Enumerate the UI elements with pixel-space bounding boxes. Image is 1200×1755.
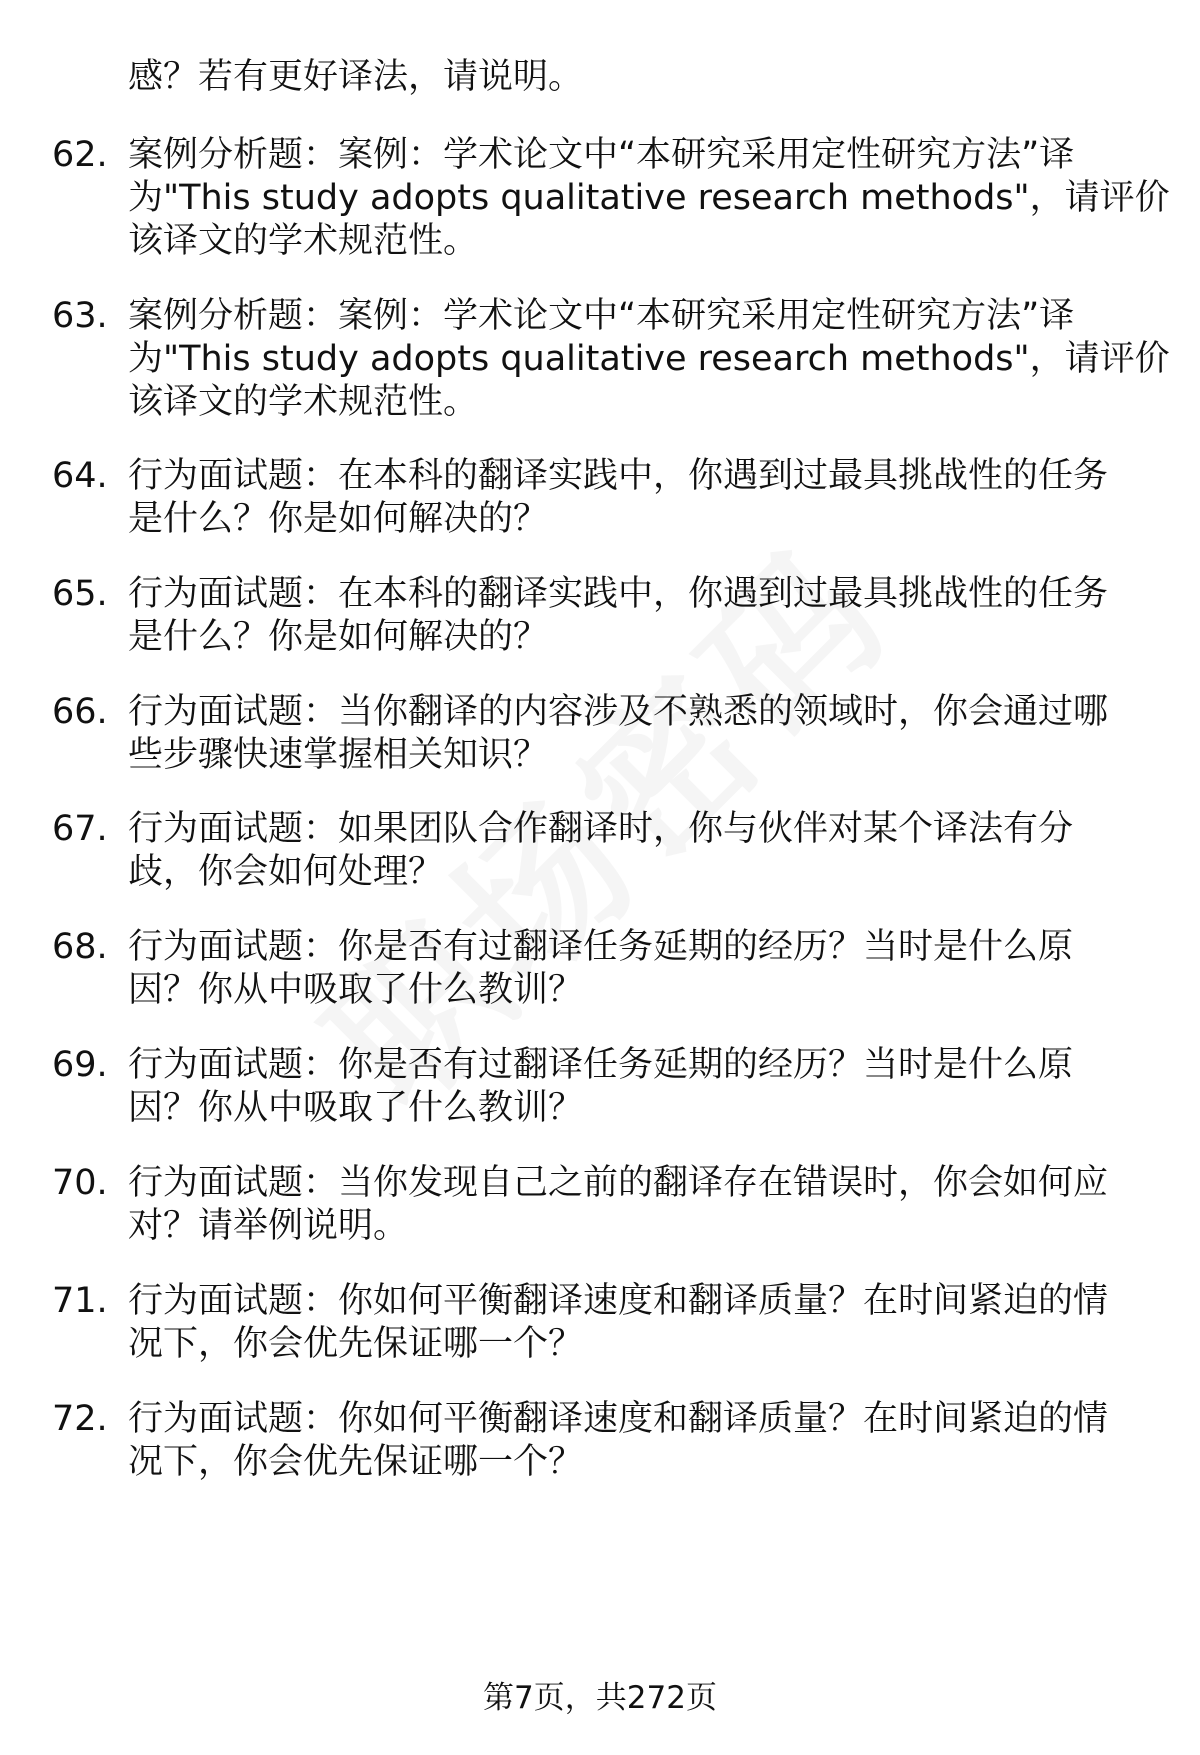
question-text-line: 况下，你会优先保证哪一个？	[128, 1442, 584, 1482]
question-text-line: 些步骤快速掌握相关知识？	[128, 735, 549, 775]
question-text-line: 该译文的学术规范性。	[128, 382, 479, 422]
question-text-line: 案例分析题：案例：学术论文中“本研究采用定性研究方法”译	[128, 135, 1075, 175]
question-number: 70.	[52, 1163, 108, 1203]
question-number: 72.	[52, 1399, 108, 1439]
continuation-line: 感？若有更好译法，请说明。	[128, 57, 584, 97]
question-number: 68.	[52, 927, 108, 967]
question-text-line: 对？请举例说明。	[128, 1206, 409, 1246]
question-number: 69.	[52, 1045, 108, 1085]
question-text-line: 况下，你会优先保证哪一个？	[128, 1324, 584, 1364]
question-text-line: 该译文的学术规范性。	[128, 221, 479, 261]
question-number: 65.	[52, 574, 108, 614]
question-text-line: 行为面试题：在本科的翻译实践中，你遇到过最具挑战性的任务	[128, 456, 1109, 496]
question-number: 67.	[52, 809, 108, 849]
question-text-line: 行为面试题：你如何平衡翻译速度和翻译质量？在时间紧迫的情	[128, 1399, 1109, 1439]
question-text-line: 因？你从中吸取了什么教训？	[128, 970, 584, 1010]
question-text-line: 行为面试题：你是否有过翻译任务延期的经历？当时是什么原	[128, 927, 1074, 967]
question-text-line: 歧，你会如何处理？	[128, 852, 444, 892]
question-text-line: 行为面试题：在本科的翻译实践中，你遇到过最具挑战性的任务	[128, 574, 1109, 614]
question-number: 66.	[52, 692, 108, 732]
question-text-line: 是什么？你是如何解决的？	[128, 617, 549, 657]
question-text-line: 为"This study adopts qualitative research methods"，请评价	[128, 178, 1170, 218]
question-number: 64.	[52, 456, 108, 496]
question-text-line: 行为面试题：当你发现自己之前的翻译存在错误时，你会如何应	[128, 1163, 1109, 1203]
question-text-line: 行为面试题：当你翻译的内容涉及不熟悉的领域时，你会通过哪	[128, 692, 1109, 732]
question-text-line: 行为面试题：你是否有过翻译任务延期的经历？当时是什么原	[128, 1045, 1074, 1085]
question-number: 71.	[52, 1281, 108, 1321]
question-number: 62.	[52, 135, 108, 175]
question-text-line: 案例分析题：案例：学术论文中“本研究采用定性研究方法”译	[128, 296, 1075, 336]
question-text-line: 因？你从中吸取了什么教训？	[128, 1088, 584, 1128]
question-text-line: 为"This study adopts qualitative research methods"，请评价	[128, 339, 1170, 379]
question-text-line: 行为面试题：你如何平衡翻译速度和翻译质量？在时间紧迫的情	[128, 1281, 1109, 1321]
question-number: 63.	[52, 296, 108, 336]
question-text-line: 行为面试题：如果团队合作翻译时，你与伙伴对某个译法有分	[128, 809, 1074, 849]
question-text-line: 是什么？你是如何解决的？	[128, 499, 549, 539]
page-footer: 第7页，共272页	[483, 1680, 717, 1716]
